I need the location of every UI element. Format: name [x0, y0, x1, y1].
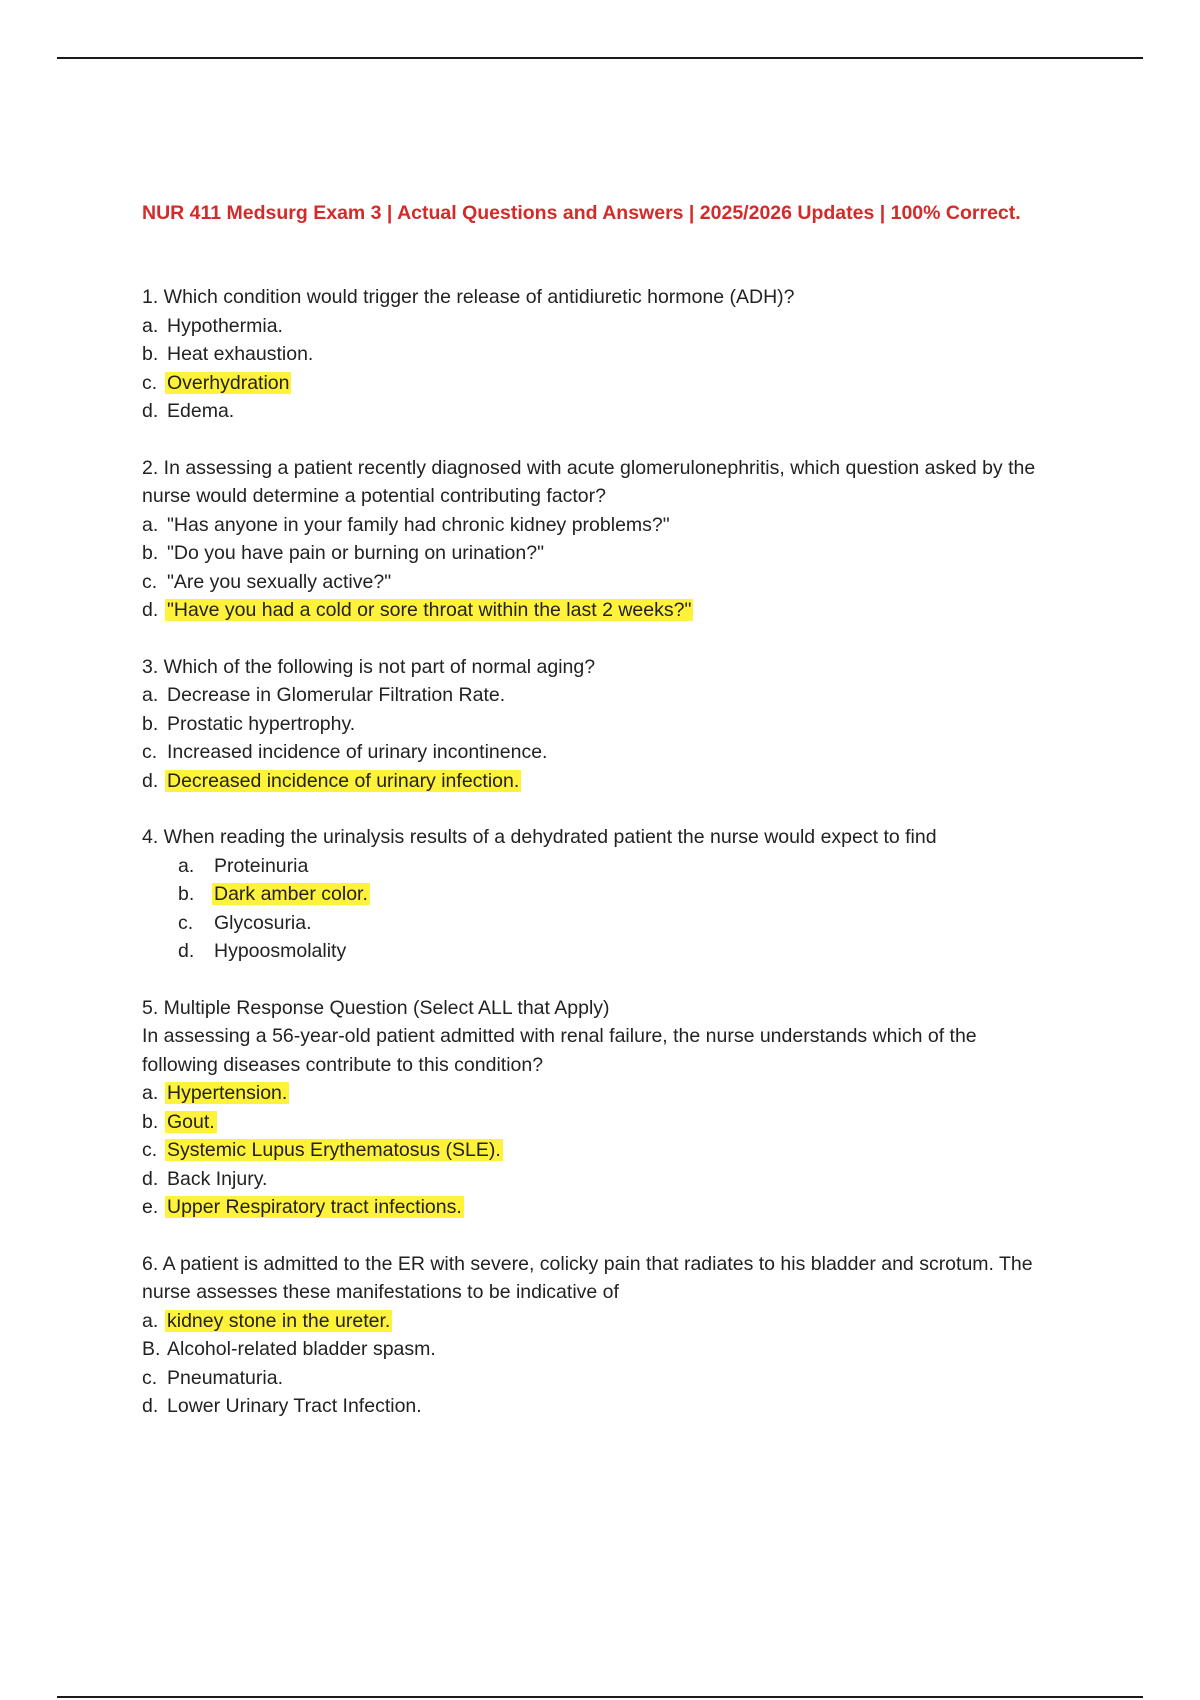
answer-option: [142, 397, 1042, 426]
answer-option: [142, 738, 1042, 767]
answer-option: [142, 1335, 1042, 1364]
option-text: Pneumaturia.: [167, 1366, 283, 1389]
answer-option-correct: [142, 1136, 1042, 1165]
option-text: Alcohol-related bladder spasm.: [167, 1338, 436, 1360]
option-letter: a.: [142, 314, 159, 337]
option-text: kidney stone in the ureter.: [167, 1309, 391, 1332]
option-text: Upper Respiratory tract infections.: [167, 1196, 462, 1218]
option-text: Systemic Lupus Erythematosus (SLE).: [167, 1139, 501, 1161]
option-letter: c.: [142, 741, 158, 763]
option-text: Increased incidence of urinary incontinence.: [167, 741, 548, 763]
question-block: [142, 994, 1042, 1222]
answer-option: [142, 568, 1042, 597]
answer-option: [142, 681, 1042, 710]
answer-option-correct: [142, 1079, 1042, 1108]
option-letter: e.: [142, 1196, 159, 1218]
option-letter: b.: [142, 343, 159, 365]
question-block: [142, 653, 1042, 796]
question-stem: 6. A patient is admitted to the ER with severe, colicky pain that radiates to his bladder and scrotum. The nurse assesses these manifestations to be indicative of: [142, 1252, 1033, 1303]
option-letter: d.: [142, 1395, 159, 1417]
option-letter: c.: [178, 911, 194, 934]
answer-option-correct: [142, 767, 1042, 796]
answer-option: [142, 1165, 1042, 1194]
option-letter: a.: [178, 854, 195, 877]
question-stem: 3. Which of the following is not part of normal aging?: [142, 655, 596, 678]
option-text: Hypertension.: [167, 1082, 288, 1104]
answer-option: [142, 909, 1042, 938]
top-rule: [57, 57, 1143, 59]
answer-option: [142, 1364, 1042, 1393]
option-text: Proteinuria: [214, 854, 309, 877]
answer-option: [142, 511, 1042, 540]
question-stem-detail: In assessing a 56-year-old patient admitted with renal failure, the nurse understands which of the following diseases contribute to this condition?: [142, 1025, 977, 1076]
answer-option: [142, 1392, 1042, 1421]
option-letter: a.: [142, 1082, 159, 1104]
question-stem: 5. Multiple Response Question (Select ALL that Apply): [142, 996, 610, 1019]
option-letter: a.: [142, 1309, 159, 1332]
answer-option: [142, 710, 1042, 739]
option-text: Lower Urinary Tract Infection.: [167, 1395, 422, 1417]
option-letter: d.: [142, 599, 159, 621]
option-letter: b.: [142, 712, 159, 735]
answer-option-correct: [142, 369, 1042, 398]
option-letter: c.: [142, 570, 158, 593]
bottom-rule: [57, 1696, 1143, 1698]
option-text: Gout.: [167, 1110, 215, 1133]
option-letter: d.: [178, 940, 195, 962]
document-body: [142, 200, 1042, 1449]
option-text: Hypoosmolality: [214, 940, 347, 962]
option-letter: d.: [142, 769, 159, 792]
option-letter: a.: [142, 684, 159, 706]
question-block: [142, 454, 1042, 625]
option-letter: c.: [142, 1139, 158, 1161]
question-block: [142, 823, 1042, 966]
option-letter: d.: [142, 400, 159, 422]
option-text: "Do you have pain or burning on urination?": [167, 542, 545, 564]
answer-option: [142, 312, 1042, 341]
answer-option-correct: [142, 596, 1042, 625]
option-letter: d.: [142, 1167, 159, 1190]
option-text: Heat exhaustion.: [167, 343, 314, 365]
option-letter: a.: [142, 513, 159, 536]
answer-option-correct: [142, 1108, 1042, 1137]
option-text: Hypothermia.: [167, 314, 283, 337]
option-letter: B.: [142, 1338, 161, 1360]
option-text: Dark amber color.: [214, 883, 368, 905]
question-stem: 2. In assessing a patient recently diagnosed with acute glomerulonephritis, which question asked by the nurse would determine a potential contributing factor?: [142, 456, 1036, 507]
option-text: "Are you sexually active?": [167, 570, 392, 593]
answer-option-correct: [142, 1193, 1042, 1222]
question-block: [142, 283, 1042, 426]
option-letter: c.: [142, 371, 158, 394]
answer-option: [142, 340, 1042, 369]
option-text: Overhydration: [167, 371, 290, 394]
question-stem: 1. Which condition would trigger the release of antidiuretic hormone (ADH)?: [142, 286, 795, 308]
option-letter: b.: [178, 883, 195, 905]
answer-option: [142, 852, 1042, 881]
option-text: Edema.: [167, 400, 235, 422]
option-letter: c.: [142, 1366, 158, 1389]
document-title: NUR 411 Medsurg Exam 3 | Actual Questions and Answers | 2025/2026 Updates | 100% Correct.: [142, 202, 1021, 224]
option-text: "Has anyone in your family had chronic kidney problems?": [167, 513, 670, 536]
option-text: Glycosuria.: [214, 911, 312, 934]
option-letter: b.: [142, 1110, 159, 1133]
option-text: "Have you had a cold or sore throat within the last 2 weeks?": [167, 599, 692, 621]
question-list: [142, 283, 1042, 1421]
option-text: Back Injury.: [167, 1167, 268, 1190]
answer-option-correct: [142, 1307, 1042, 1336]
option-letter: b.: [142, 542, 159, 564]
option-text: Decreased incidence of urinary infection.: [167, 769, 520, 792]
question-block: [142, 1250, 1042, 1421]
answer-option-correct: [142, 880, 1042, 909]
answer-option: [142, 937, 1042, 966]
question-stem: 4. When reading the urinalysis results of a dehydrated patient the nurse would expect to find: [142, 826, 937, 848]
answer-option: [142, 539, 1042, 568]
option-text: Decrease in Glomerular Filtration Rate.: [167, 684, 506, 706]
option-text: Prostatic hypertrophy.: [167, 712, 356, 735]
